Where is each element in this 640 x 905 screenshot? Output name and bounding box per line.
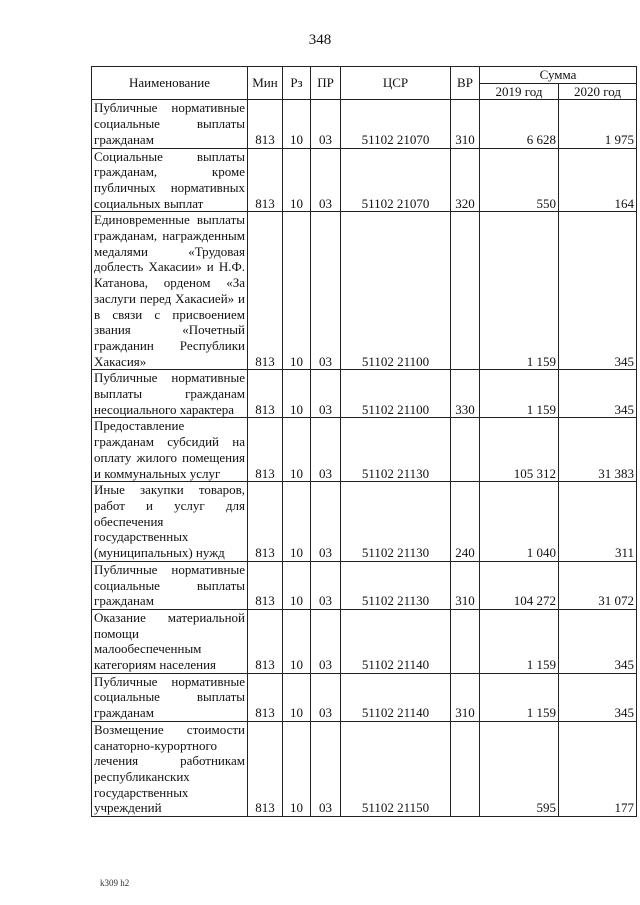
footer-code: k309 h2 [100, 878, 130, 888]
cell-pr: 03 [311, 673, 341, 721]
cell-2019: 1 159 [480, 212, 559, 370]
cell-min: 813 [248, 148, 283, 212]
cell-name: Публичные нормативные социальные выплаты гражданам [92, 561, 248, 609]
header-vr: ВР [451, 67, 480, 100]
header-rz: Рз [283, 67, 311, 100]
table-row [92, 100, 637, 148]
cell-name: Оказание материальной помощи малообеспеченным категориям населения [92, 609, 248, 673]
cell-csr: 51102 21130 [341, 418, 451, 482]
cell-2019: 1 159 [480, 609, 559, 673]
table-row [92, 370, 637, 418]
cell-2020: 345 [559, 370, 637, 418]
table-row [92, 721, 637, 816]
cell-vr [451, 609, 480, 673]
cell-vr: 310 [451, 561, 480, 609]
cell-2019: 1 040 [480, 482, 559, 562]
table-row [92, 561, 637, 609]
cell-name: Социальные выплаты гражданам, кроме публичных нормативных социальных выплат [92, 148, 248, 212]
cell-vr: 310 [451, 673, 480, 721]
cell-pr: 03 [311, 148, 341, 212]
cell-rz: 10 [283, 673, 311, 721]
cell-2020: 345 [559, 673, 637, 721]
cell-2020: 31 072 [559, 561, 637, 609]
cell-csr: 51102 21140 [341, 609, 451, 673]
header-name: Наименование [92, 67, 248, 100]
header-year-2020: 2020 год [559, 83, 637, 100]
cell-csr: 51102 21150 [341, 721, 451, 816]
cell-pr: 03 [311, 100, 341, 148]
cell-name: Публичные нормативные социальные выплаты гражданам [92, 100, 248, 148]
cell-rz: 10 [283, 609, 311, 673]
cell-2020: 345 [559, 212, 637, 370]
page-number: 348 [308, 32, 332, 48]
header-csr: ЦСР [341, 67, 451, 100]
cell-2019: 104 272 [480, 561, 559, 609]
cell-rz: 10 [283, 721, 311, 816]
table-row [92, 148, 637, 212]
cell-pr: 03 [311, 561, 341, 609]
cell-min: 813 [248, 561, 283, 609]
table-row [92, 609, 637, 673]
budget-table [91, 66, 637, 817]
cell-2020: 311 [559, 482, 637, 562]
cell-name: Публичные нормативные социальные выплаты гражданам [92, 673, 248, 721]
cell-pr: 03 [311, 721, 341, 816]
cell-pr: 03 [311, 418, 341, 482]
table-row [92, 673, 637, 721]
table-row [92, 482, 637, 562]
header-min: Мин [248, 67, 283, 100]
cell-rz: 10 [283, 561, 311, 609]
cell-2020: 1 975 [559, 100, 637, 148]
cell-2020: 345 [559, 609, 637, 673]
cell-min: 813 [248, 609, 283, 673]
cell-csr: 51102 21130 [341, 482, 451, 562]
cell-min: 813 [248, 721, 283, 816]
cell-rz: 10 [283, 482, 311, 562]
cell-pr: 03 [311, 212, 341, 370]
cell-2019: 550 [480, 148, 559, 212]
cell-vr [451, 418, 480, 482]
cell-2020: 177 [559, 721, 637, 816]
cell-csr: 51102 21100 [341, 370, 451, 418]
cell-2019: 6 628 [480, 100, 559, 148]
cell-name: Публичные нормативные выплаты гражданам несоциального характера [92, 370, 248, 418]
cell-name: Предоставление гражданам субсидий на оплату жилого помещения и коммунальных услуг [92, 418, 248, 482]
cell-2019: 595 [480, 721, 559, 816]
cell-2020: 164 [559, 148, 637, 212]
cell-vr: 240 [451, 482, 480, 562]
cell-2020: 31 383 [559, 418, 637, 482]
cell-name: Возмещение стоимости санаторно-курортного лечения работникам республиканских государственных учреждений [92, 721, 248, 816]
cell-2019: 105 312 [480, 418, 559, 482]
cell-min: 813 [248, 418, 283, 482]
header-pr: ПР [311, 67, 341, 100]
cell-csr: 51102 21070 [341, 100, 451, 148]
table-row [92, 212, 637, 370]
cell-csr: 51102 21130 [341, 561, 451, 609]
cell-pr: 03 [311, 609, 341, 673]
cell-vr: 310 [451, 100, 480, 148]
cell-rz: 10 [283, 370, 311, 418]
cell-name: Иные закупки товаров, работ и услуг для обеспечения государственных (муниципальных) нужд [92, 482, 248, 562]
cell-2019: 1 159 [480, 673, 559, 721]
cell-pr: 03 [311, 482, 341, 562]
cell-min: 813 [248, 482, 283, 562]
cell-min: 813 [248, 673, 283, 721]
cell-rz: 10 [283, 148, 311, 212]
cell-min: 813 [248, 370, 283, 418]
cell-min: 813 [248, 212, 283, 370]
cell-vr [451, 212, 480, 370]
cell-vr: 320 [451, 148, 480, 212]
cell-rz: 10 [283, 418, 311, 482]
cell-csr: 51102 21140 [341, 673, 451, 721]
cell-rz: 10 [283, 212, 311, 370]
cell-vr: 330 [451, 370, 480, 418]
header-year-2019: 2019 год [480, 83, 559, 100]
header-sum: Сумма [480, 67, 637, 84]
cell-name: Единовременные выплаты гражданам, награжденным медалями «Трудовая доблесть Хакасии» и Н.Ф. Катанова, орденом «За заслуги перед Хакасией» и в связи с присвоением звания «Почетный гражданин Республики Хакасия» [92, 212, 248, 370]
cell-csr: 51102 21070 [341, 148, 451, 212]
cell-pr: 03 [311, 370, 341, 418]
cell-csr: 51102 21100 [341, 212, 451, 370]
cell-min: 813 [248, 100, 283, 148]
table-row [92, 418, 637, 482]
cell-rz: 10 [283, 100, 311, 148]
cell-vr [451, 721, 480, 816]
cell-2019: 1 159 [480, 370, 559, 418]
